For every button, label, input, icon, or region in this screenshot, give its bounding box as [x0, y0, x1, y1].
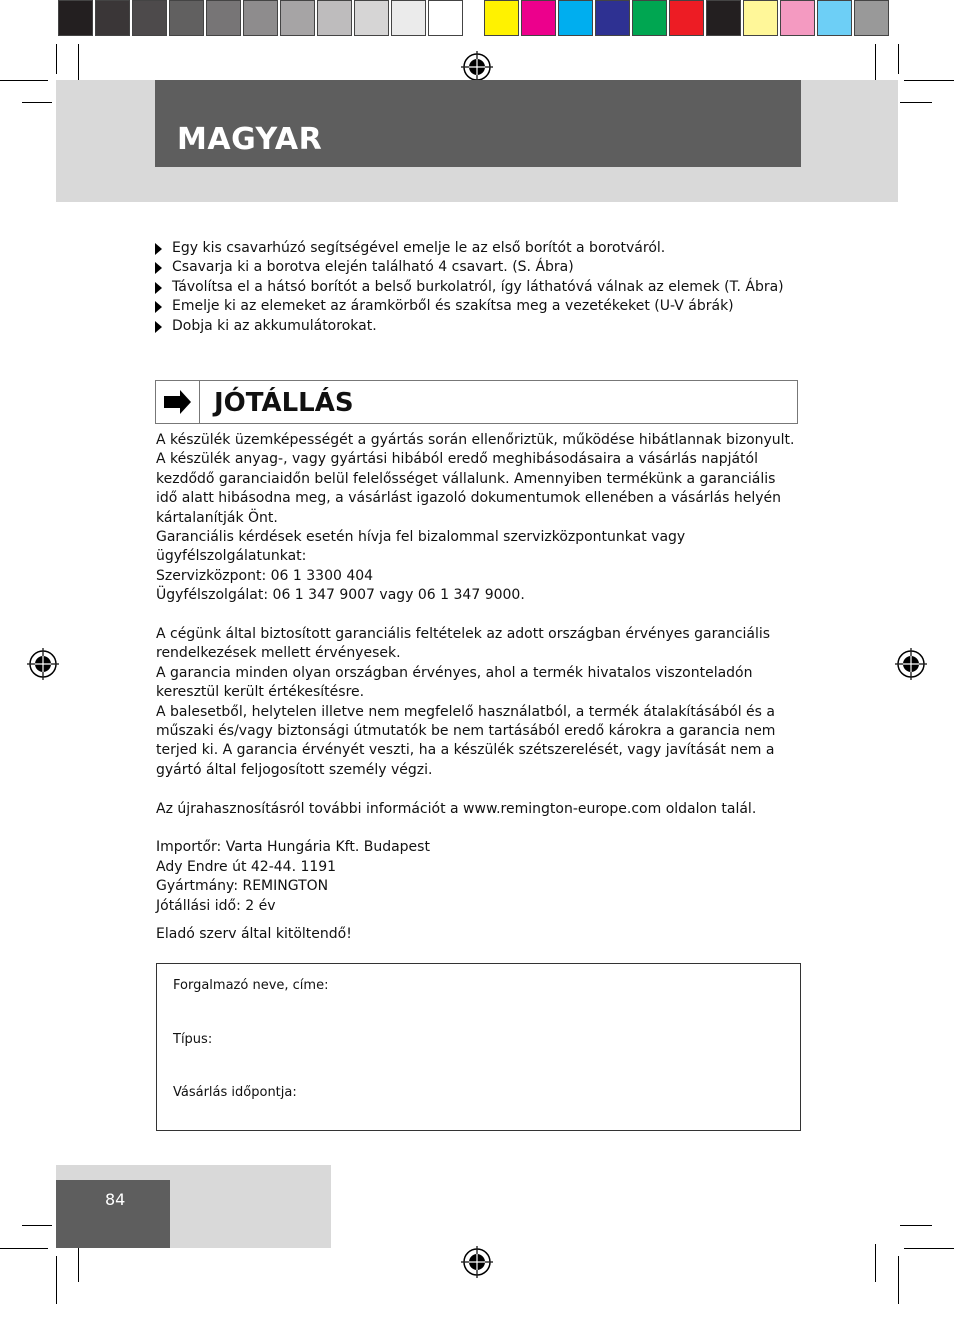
color-swatch: [243, 0, 278, 36]
color-swatch: [484, 0, 519, 36]
color-swatch: [428, 0, 463, 36]
warranty-text: [156, 431, 801, 945]
paragraph: Az újrahasznosításról további információt a www.remington-europe.com oldalon talál.: [156, 800, 757, 817]
crop-mark: [0, 1248, 48, 1249]
paragraph: Jótállási idő: 2 év: [156, 897, 276, 914]
crop-mark: [56, 1256, 57, 1304]
color-swatch: [558, 0, 593, 36]
paragraph: A garancia minden olyan országban érvényes, ahol a termék hivatalos viszonteladón keresztül került értékesítésre.: [156, 664, 753, 701]
type-field-label: Típus:: [173, 1032, 213, 1047]
paragraph: Szervizközpont: 06 1 3300 404: [156, 567, 374, 584]
color-swatch: [280, 0, 315, 36]
crop-mark: [56, 44, 57, 74]
crop-mark: [900, 102, 932, 103]
dealer-field-label: Forgalmazó neve, címe:: [173, 978, 329, 993]
paragraph: Gyártmány: REMINGTON: [156, 878, 329, 895]
paragraph: Importőr: Varta Hungária Kft. Budapest: [156, 839, 430, 856]
color-swatch: [817, 0, 852, 36]
crop-mark: [875, 1244, 876, 1282]
list-item: Távolítsa el a hátsó borítót a belső burkolatról, így láthatóvá válnak az elemek (T. Ábra): [155, 278, 815, 297]
color-swatch: [391, 0, 426, 36]
color-swatch: [854, 0, 889, 36]
purchase-date-field-label: Vásárlás időpontja:: [173, 1085, 297, 1100]
registration-mark-icon: [461, 51, 493, 83]
color-swatch: [743, 0, 778, 36]
color-swatch: [595, 0, 630, 36]
paragraph: Ady Endre út 42-44. 1191: [156, 858, 337, 875]
paragraph: A cégünk által biztosított garanciális feltételek az adott országban érvényes garanciális rendelkezések mellett érvényesek.: [156, 626, 771, 662]
section-title: JÓTÁLLÁS: [214, 388, 354, 418]
color-swatch: [669, 0, 704, 36]
grey-calibration-bar: [58, 0, 465, 40]
crop-mark: [22, 1225, 52, 1226]
paragraph: Ügyfélszolgálat: 06 1 347 9007 vagy 06 1 347 9000.: [156, 587, 525, 604]
disposal-steps-list: [155, 239, 815, 336]
bullet-triangle-icon: [155, 243, 162, 255]
crop-mark: [0, 80, 48, 81]
registration-mark-icon: [895, 648, 927, 680]
paragraph: A készülék üzemképességét a gyártás során ellenőriztük, működése hibátlannak bizonyult. A készülék anyag-, vagy gyártási hibából eredő meghibásodásaira a vásárlás napjától kezdődő garanciaidőn belül felelősséget vállalunk. Amennyiben termékünk a garanciális idő alatt hibásodna meg, a vásárlást igazoló dokumentumok ellenében a vásárlás helyén kártalanítják Önt.: [156, 432, 795, 526]
color-swatch: [521, 0, 556, 36]
crop-mark: [904, 1248, 954, 1249]
bullet-triangle-icon: [155, 262, 162, 274]
color-swatch: [632, 0, 667, 36]
warranty-form-box: [156, 963, 801, 1131]
registration-mark-icon: [461, 1246, 493, 1278]
crop-mark: [904, 80, 954, 81]
list-item: Egy kis csavarhúzó segítségével emelje le az első borítót a borotváról.: [155, 239, 815, 258]
arrow-right-icon: [156, 381, 200, 423]
color-swatch: [95, 0, 130, 36]
paragraph: A balesetből, helytelen illetve nem megfelelő használatból, a termék átalakításából és a műszaki és/vagy biztonsági útmutatók be nem tartásából eredő károkra a garancia nem terjed ki. A garancia érvényét veszti, ha a készülék szétszerelését, vagy javítását nem a gyártó által feljogosított személy végzi.: [156, 703, 776, 778]
list-item: Csavarja ki a borotva elején található 4 csavart. (S. Ábra): [155, 258, 815, 277]
page-number-box: [56, 1180, 170, 1248]
bullet-triangle-icon: [155, 321, 162, 333]
bullet-triangle-icon: [155, 301, 162, 313]
color-swatch: [780, 0, 815, 36]
crop-mark: [900, 1225, 932, 1226]
color-swatch: [317, 0, 352, 36]
paragraph: Garanciális kérdések esetén hívja fel bizalommal szervizközpontunkat vagy ügyfélszolgálatunkat:: [156, 529, 686, 565]
color-swatch: [58, 0, 93, 36]
color-calibration-bar: [484, 0, 891, 40]
bullet-triangle-icon: [155, 282, 162, 294]
page-language-title: MAGYAR: [177, 122, 323, 157]
color-swatch: [354, 0, 389, 36]
crop-mark: [898, 1256, 899, 1304]
color-swatch: [169, 0, 204, 36]
list-item: Emelje ki az elemeket az áramkörből és szakítsa meg a vezetékeket (U-V ábrák): [155, 297, 815, 316]
color-swatch: [206, 0, 241, 36]
section-heading: [155, 380, 798, 424]
crop-mark: [898, 44, 899, 74]
registration-mark-icon: [27, 648, 59, 680]
header-title-box: [155, 80, 801, 167]
color-swatch: [132, 0, 167, 36]
crop-mark: [22, 102, 52, 103]
page-number: 84: [105, 1190, 126, 1209]
color-swatch: [706, 0, 741, 36]
crop-mark: [78, 1244, 79, 1282]
paragraph: Eladó szerv által kitöltendő!: [156, 926, 352, 943]
list-item: Dobja ki az akkumulátorokat.: [155, 317, 815, 336]
